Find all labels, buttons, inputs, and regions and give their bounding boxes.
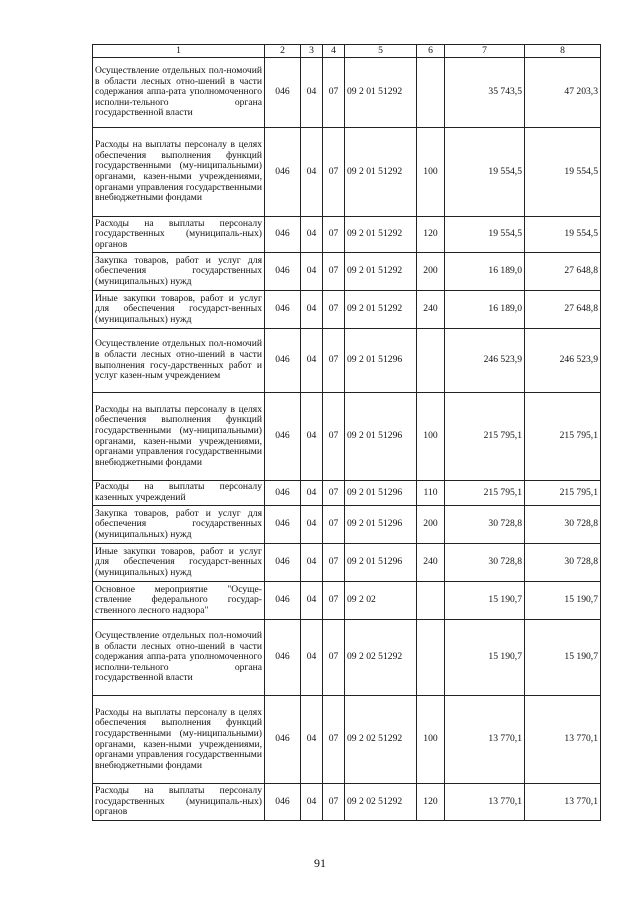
amount-cell-8: 13 770,1: [525, 784, 601, 821]
row-name-cell: Закупка товаров, работ и услуг для обеспечения государственных (муниципальных) нужд: [93, 253, 265, 291]
target-article-cell: 09 2 01 51296: [345, 393, 417, 481]
target-article-cell: 09 2 01 51296: [345, 481, 417, 506]
amount-cell-7: 16 189,0: [445, 253, 525, 291]
amount-cell-8: 30 728,8: [525, 506, 601, 544]
table-row: [93, 329, 601, 393]
section-code-cell: 04: [301, 620, 323, 696]
expense-type-cell: [417, 58, 445, 128]
adm-code-cell: 046: [265, 544, 301, 582]
amount-cell-7: 246 523,9: [445, 329, 525, 393]
expense-type-cell: 240: [417, 544, 445, 582]
table-row: [93, 393, 601, 481]
amount-cell-8: 19 554,5: [525, 217, 601, 253]
amount-cell-8: 47 203,3: [525, 58, 601, 128]
amount-cell-7: 19 554,5: [445, 217, 525, 253]
row-name-cell: Расходы на выплаты персоналу государственных (муниципаль-ных) органов: [93, 217, 265, 253]
table-row: [93, 696, 601, 784]
header-cell: 7: [445, 45, 525, 58]
adm-code-cell: 046: [265, 58, 301, 128]
subsection-code-cell: 07: [323, 620, 345, 696]
expense-type-cell: 100: [417, 696, 445, 784]
expense-type-cell: 120: [417, 217, 445, 253]
section-code-cell: 04: [301, 329, 323, 393]
amount-cell-8: 13 770,1: [525, 696, 601, 784]
row-name-cell: Закупка товаров, работ и услуг для обеспечения государственных (муниципальных) нужд: [93, 506, 265, 544]
expense-type-cell: 110: [417, 481, 445, 506]
subsection-code-cell: 07: [323, 291, 345, 329]
adm-code-cell: 046: [265, 253, 301, 291]
subsection-code-cell: 07: [323, 506, 345, 544]
table-body: [93, 58, 601, 821]
amount-cell-8: 246 523,9: [525, 329, 601, 393]
expense-type-cell: 200: [417, 506, 445, 544]
table-row: [93, 58, 601, 128]
amount-cell-8: 215 795,1: [525, 481, 601, 506]
amount-cell-8: 27 648,8: [525, 253, 601, 291]
target-article-cell: 09 2 01 51296: [345, 506, 417, 544]
target-article-cell: 09 2 02 51292: [345, 620, 417, 696]
row-name-cell: Осуществление отдельных пол-номочий в области лесных отно-шений в части выполнения госу-дарственных работ и услуг казен-ным учреждением: [93, 329, 265, 393]
row-name-cell: Осуществление отдельных пол-номочий в области лесных отно-шений в части содержания аппа-рата уполномоченного исполни-тельного органа государственной власти: [93, 58, 265, 128]
expense-type-cell: 200: [417, 253, 445, 291]
amount-cell-8: 215 795,1: [525, 393, 601, 481]
section-code-cell: 04: [301, 506, 323, 544]
expense-type-cell: 100: [417, 128, 445, 217]
row-name-cell: Иные закупки товаров, работ и услуг для обеспечения государст-венных (муниципальных) нужд: [93, 544, 265, 582]
subsection-code-cell: 07: [323, 253, 345, 291]
adm-code-cell: 046: [265, 481, 301, 506]
target-article-cell: 09 2 02: [345, 582, 417, 620]
table-row: [93, 481, 601, 506]
section-code-cell: 04: [301, 582, 323, 620]
adm-code-cell: 046: [265, 291, 301, 329]
table-row: [93, 506, 601, 544]
target-article-cell: 09 2 01 51292: [345, 253, 417, 291]
subsection-code-cell: 07: [323, 582, 345, 620]
section-code-cell: 04: [301, 544, 323, 582]
table-row: [93, 217, 601, 253]
section-code-cell: 04: [301, 58, 323, 128]
section-code-cell: 04: [301, 481, 323, 506]
amount-cell-7: 215 795,1: [445, 481, 525, 506]
amount-cell-7: 19 554,5: [445, 128, 525, 217]
section-code-cell: 04: [301, 393, 323, 481]
expense-type-cell: [417, 329, 445, 393]
section-code-cell: 04: [301, 291, 323, 329]
section-code-cell: 04: [301, 253, 323, 291]
adm-code-cell: 046: [265, 217, 301, 253]
amount-cell-7: 16 189,0: [445, 291, 525, 329]
adm-code-cell: 046: [265, 696, 301, 784]
amount-cell-8: 19 554,5: [525, 128, 601, 217]
row-name-cell: Расходы на выплаты персоналу в целях обеспечения выполнения функций государственными (му-ниципальными) органами, казен-ными учреждениями, органами управления государственными внебюджетными фондами: [93, 696, 265, 784]
row-name-cell: Основное мероприятие "Осуще-ствление федерального государ-ственного лесного надзора": [93, 582, 265, 620]
amount-cell-7: 30 728,8: [445, 544, 525, 582]
target-article-cell: 09 2 01 51296: [345, 329, 417, 393]
adm-code-cell: 046: [265, 329, 301, 393]
header-cell: 1: [93, 45, 265, 58]
table-row: [93, 620, 601, 696]
table-row: [93, 291, 601, 329]
expense-type-cell: 120: [417, 784, 445, 821]
adm-code-cell: 046: [265, 393, 301, 481]
amount-cell-8: 15 190,7: [525, 620, 601, 696]
section-code-cell: 04: [301, 217, 323, 253]
target-article-cell: 09 2 02 51292: [345, 696, 417, 784]
target-article-cell: 09 2 01 51292: [345, 217, 417, 253]
amount-cell-7: 35 743,5: [445, 58, 525, 128]
subsection-code-cell: 07: [323, 217, 345, 253]
row-name-cell: Расходы на выплаты персоналу казенных учреждений: [93, 481, 265, 506]
amount-cell-7: 15 190,7: [445, 620, 525, 696]
expense-type-cell: 240: [417, 291, 445, 329]
budget-table: [92, 44, 601, 821]
subsection-code-cell: 07: [323, 784, 345, 821]
row-name-cell: Расходы на выплаты персоналу в целях обеспечения выполнения функций государственными (му-ниципальными) органами, казен-ными учреждениями, органами управления государственными внебюджетными фондами: [93, 393, 265, 481]
header-cell: 3: [301, 45, 323, 58]
amount-cell-8: 30 728,8: [525, 544, 601, 582]
adm-code-cell: 046: [265, 506, 301, 544]
expense-type-cell: [417, 582, 445, 620]
expense-type-cell: 100: [417, 393, 445, 481]
table-row: [93, 582, 601, 620]
adm-code-cell: 046: [265, 784, 301, 821]
amount-cell-8: 27 648,8: [525, 291, 601, 329]
table-row: [93, 253, 601, 291]
table-row: [93, 544, 601, 582]
header-cell: 2: [265, 45, 301, 58]
section-code-cell: 04: [301, 696, 323, 784]
amount-cell-8: 15 190,7: [525, 582, 601, 620]
header-cell: 6: [417, 45, 445, 58]
subsection-code-cell: 07: [323, 544, 345, 582]
section-code-cell: 04: [301, 784, 323, 821]
subsection-code-cell: 07: [323, 329, 345, 393]
row-name-cell: Расходы на выплаты персоналу в целях обеспечения выполнения функций государственными (му-ниципальными) органами, казен-ными учреждениями, органами управления государственными внебюджетными фондами: [93, 128, 265, 217]
amount-cell-7: 30 728,8: [445, 506, 525, 544]
amount-cell-7: 13 770,1: [445, 784, 525, 821]
adm-code-cell: 046: [265, 128, 301, 217]
row-name-cell: Расходы на выплаты персоналу государственных (муниципаль-ных) органов: [93, 784, 265, 821]
subsection-code-cell: 07: [323, 128, 345, 217]
target-article-cell: 09 2 01 51292: [345, 58, 417, 128]
section-code-cell: 04: [301, 128, 323, 217]
table-row: [93, 128, 601, 217]
subsection-code-cell: 07: [323, 696, 345, 784]
amount-cell-7: 15 190,7: [445, 582, 525, 620]
row-name-cell: Осуществление отдельных пол-номочий в области лесных отно-шений в части содержания аппа-рата уполномоченного исполни-тельного органа государственной власти: [93, 620, 265, 696]
target-article-cell: 09 2 01 51292: [345, 291, 417, 329]
table-header-row: [93, 45, 601, 58]
amount-cell-7: 215 795,1: [445, 393, 525, 481]
target-article-cell: 09 2 01 51292: [345, 128, 417, 217]
adm-code-cell: 046: [265, 620, 301, 696]
subsection-code-cell: 07: [323, 481, 345, 506]
subsection-code-cell: 07: [323, 58, 345, 128]
table-row: [93, 784, 601, 821]
row-name-cell: Иные закупки товаров, работ и услуг для обеспечения государст-венных (муниципальных) нужд: [93, 291, 265, 329]
header-cell: 4: [323, 45, 345, 58]
header-cell: 8: [525, 45, 601, 58]
target-article-cell: 09 2 02 51292: [345, 784, 417, 821]
amount-cell-7: 13 770,1: [445, 696, 525, 784]
expense-type-cell: [417, 620, 445, 696]
header-cell: 5: [345, 45, 417, 58]
page-number: 91: [314, 856, 326, 870]
adm-code-cell: 046: [265, 582, 301, 620]
target-article-cell: 09 2 01 51296: [345, 544, 417, 582]
subsection-code-cell: 07: [323, 393, 345, 481]
